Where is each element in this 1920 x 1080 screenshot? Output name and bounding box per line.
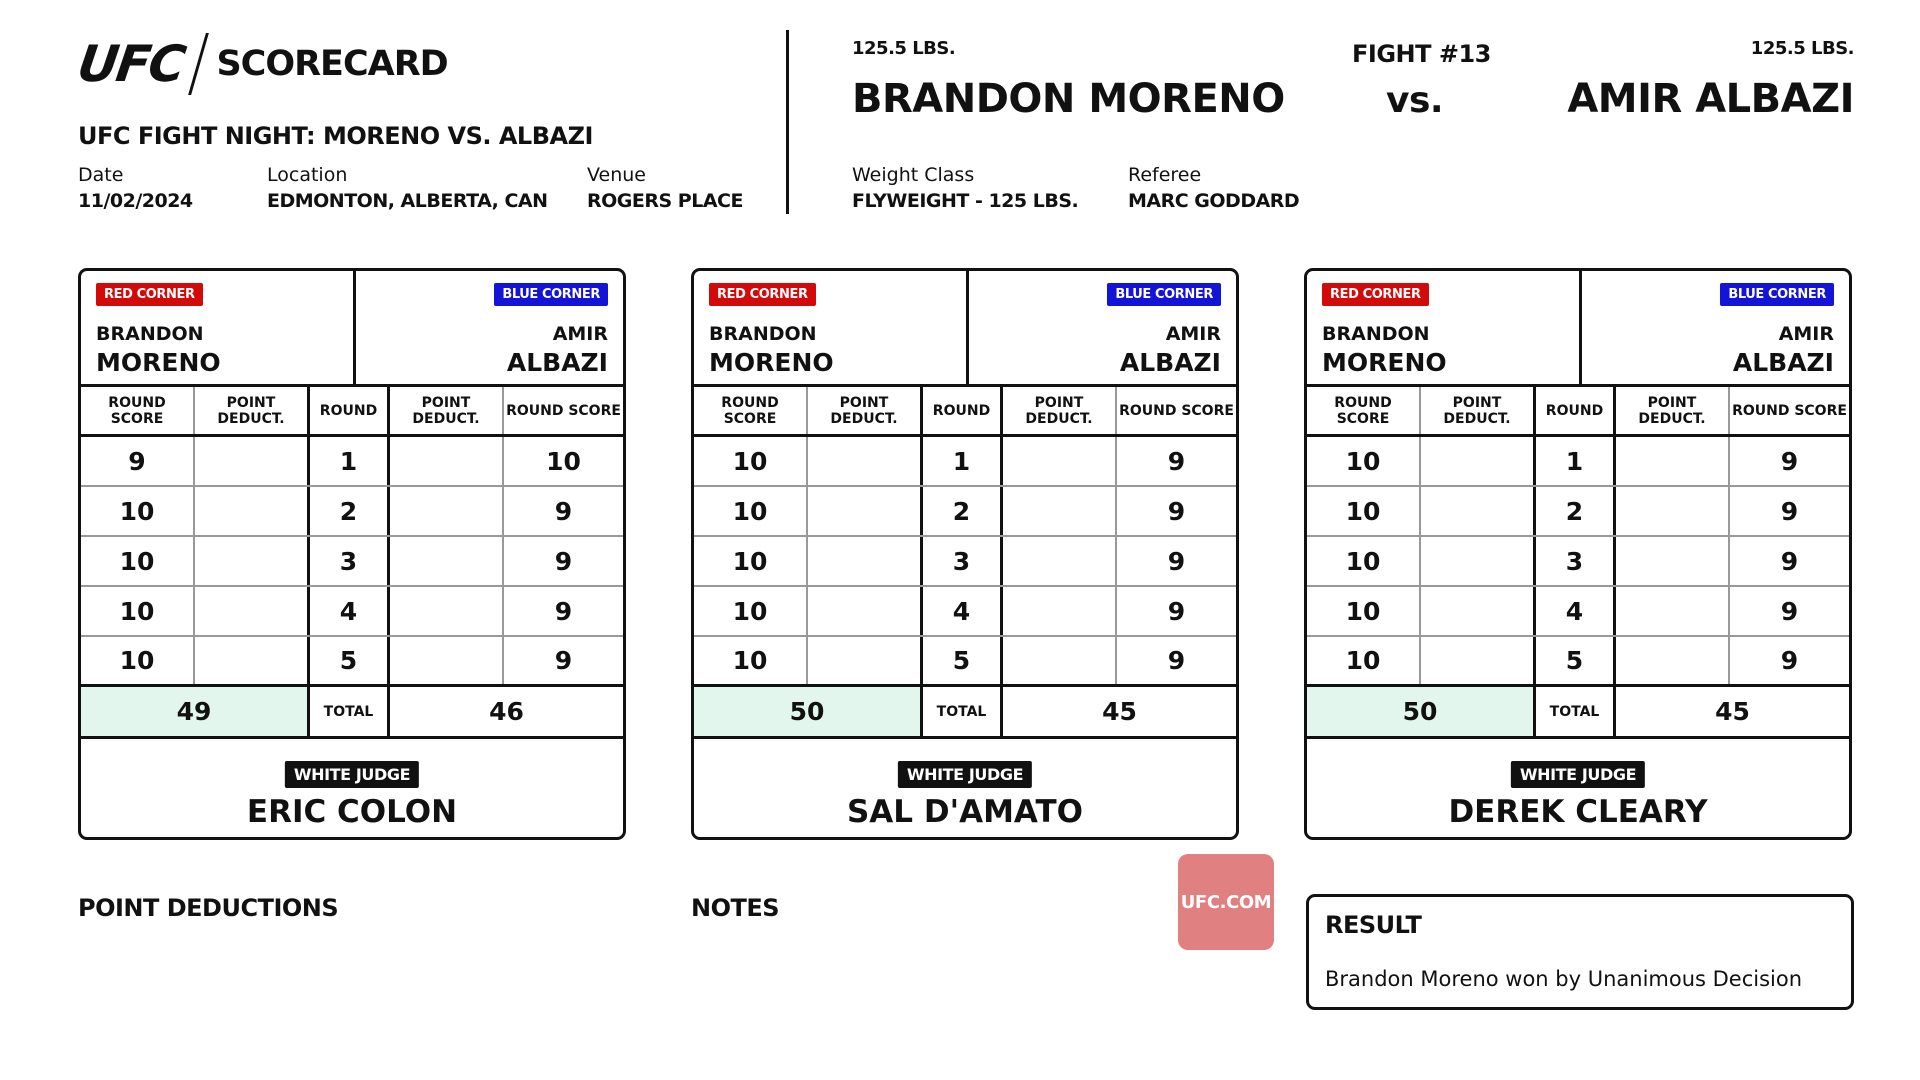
header-red-point-deduct: POINT DEDUCT. <box>808 387 923 434</box>
judge-badge: WHITE JUDGE <box>1511 761 1645 788</box>
header-divider <box>786 30 789 214</box>
blue-fighter-first-name: AMIR <box>552 323 608 345</box>
blue-point-deduction <box>1003 537 1117 585</box>
blue-round-score: 10 <box>546 446 581 476</box>
red-point-deduction <box>195 437 310 485</box>
red-round-score: 10 <box>1307 437 1421 485</box>
blue-point-deduction <box>1003 487 1117 535</box>
score-table-header <box>81 387 623 437</box>
red-point-deduction <box>808 587 923 635</box>
judge-section <box>1307 746 1849 840</box>
red-total-score: 49 <box>81 687 310 736</box>
red-fighter-last-name: MORENO <box>96 348 221 377</box>
ufc-com-badge[interactable]: UFC.COM <box>1178 854 1274 950</box>
blue-round-score: 9 <box>1780 596 1799 626</box>
corner-header <box>81 271 623 387</box>
blue-point-deduction <box>1003 437 1117 485</box>
red-point-deduction <box>1421 637 1536 684</box>
round-row <box>81 537 623 587</box>
round-number: 2 <box>310 487 390 535</box>
red-round-score: 10 <box>1307 537 1421 585</box>
red-fighter-last-name: MORENO <box>709 348 834 377</box>
round-row <box>1307 437 1849 487</box>
blue-total-score: 45 <box>1102 697 1137 726</box>
date-label: Date <box>78 164 124 186</box>
blue-round-score: 9 <box>554 596 573 626</box>
round-number: 1 <box>923 437 1003 485</box>
header-red-point-deduct: POINT DEDUCT. <box>195 387 310 434</box>
judge-badge: WHITE JUDGE <box>285 761 419 788</box>
blue-corner-section <box>972 271 1236 384</box>
blue-round-score: 9 <box>1780 446 1799 476</box>
round-number: 5 <box>923 637 1003 684</box>
red-fighter-first-name: BRANDON <box>1322 323 1430 345</box>
round-row <box>81 437 623 487</box>
round-number: 1 <box>310 437 390 485</box>
round-row <box>694 637 1236 687</box>
round-row <box>694 587 1236 637</box>
red-fighter-first-name: BRANDON <box>96 323 204 345</box>
red-fighter-first-name: BRANDON <box>709 323 817 345</box>
judge-name: ERIC COLON <box>246 794 458 830</box>
red-round-score: 10 <box>81 537 195 585</box>
total-label: TOTAL <box>923 687 1003 736</box>
red-corner-badge: RED CORNER <box>1322 283 1429 306</box>
referee-value: MARC GODDARD <box>1128 190 1300 212</box>
red-point-deduction <box>195 637 310 684</box>
logo-divider <box>189 33 210 95</box>
score-table-header <box>1307 387 1849 437</box>
blue-point-deduction <box>1616 487 1730 535</box>
red-point-deduction <box>808 537 923 585</box>
ufc-scorecard-logo <box>73 34 448 94</box>
round-row <box>1307 587 1849 637</box>
judge-section <box>81 746 623 840</box>
blue-point-deduction <box>1616 537 1730 585</box>
blue-fighter-first-name: AMIR <box>1778 323 1834 345</box>
round-row <box>81 487 623 537</box>
red-point-deduction <box>808 637 923 684</box>
round-number: 5 <box>1536 637 1616 684</box>
judge-badge: WHITE JUDGE <box>898 761 1032 788</box>
header-red-point-deduct: POINT DEDUCT. <box>1421 387 1536 434</box>
weight-class-value: FLYWEIGHT - 125 LBS. <box>852 190 1079 212</box>
judge-name: DEREK CLEARY <box>1448 794 1708 830</box>
red-round-score: 10 <box>694 537 808 585</box>
red-point-deduction <box>808 437 923 485</box>
red-fighter-name: BRANDON MORENO <box>852 76 1285 122</box>
blue-round-score: 9 <box>1780 546 1799 576</box>
total-row <box>81 687 623 739</box>
blue-round-score: 9 <box>1167 596 1186 626</box>
red-point-deduction <box>195 587 310 635</box>
round-number: 2 <box>923 487 1003 535</box>
header-round: ROUND <box>310 387 390 434</box>
header-red-round-score: ROUND SCORE <box>694 387 808 434</box>
judge-scorecard <box>1304 268 1852 840</box>
round-row <box>81 587 623 637</box>
event-title: UFC FIGHT NIGHT: MORENO VS. ALBAZI <box>78 122 593 150</box>
round-row <box>694 487 1236 537</box>
judge-scorecard <box>691 268 1239 840</box>
red-round-score: 10 <box>694 487 808 535</box>
header-round: ROUND <box>923 387 1003 434</box>
round-number: 3 <box>310 537 390 585</box>
red-corner-section <box>694 271 969 384</box>
round-number: 4 <box>310 587 390 635</box>
blue-corner-badge: BLUE CORNER <box>1720 283 1834 306</box>
blue-round-score: 9 <box>1780 646 1799 675</box>
header-blue-point-deduct: POINT DEDUCT. <box>1616 387 1730 434</box>
blue-corner-section <box>359 271 623 384</box>
red-fighter-last-name: MORENO <box>1322 348 1447 377</box>
round-row <box>694 437 1236 487</box>
point-deductions-title: POINT DEDUCTIONS <box>78 894 339 922</box>
corner-header <box>694 271 1236 387</box>
blue-fighter-first-name: AMIR <box>1165 323 1221 345</box>
header-blue-round-score: ROUND SCORE <box>506 402 621 419</box>
ufc-logo: UFC <box>73 35 188 93</box>
red-round-score: 10 <box>1307 487 1421 535</box>
red-round-score: 10 <box>694 437 808 485</box>
blue-total-score: 45 <box>1715 697 1750 726</box>
total-label: TOTAL <box>310 687 390 736</box>
blue-fighter-last-name: ALBAZI <box>1119 348 1221 377</box>
red-corner-badge: RED CORNER <box>96 283 203 306</box>
blue-fighter-last-name: ALBAZI <box>506 348 608 377</box>
blue-corner-section <box>1585 271 1849 384</box>
blue-round-score: 9 <box>554 496 573 526</box>
result-title: RESULT <box>1325 911 1422 939</box>
round-row <box>1307 637 1849 687</box>
blue-round-score: 9 <box>1167 446 1186 476</box>
red-round-score: 10 <box>694 637 808 684</box>
round-row <box>81 637 623 687</box>
red-round-score: 10 <box>694 587 808 635</box>
round-number: 1 <box>1536 437 1616 485</box>
round-number: 2 <box>1536 487 1616 535</box>
red-round-score: 10 <box>1307 637 1421 684</box>
vs-label: vs. <box>1386 80 1444 121</box>
blue-total-score: 46 <box>489 697 524 726</box>
red-round-score: 10 <box>81 587 195 635</box>
location-label: Location <box>267 164 348 186</box>
scorecard-label: SCORECARD <box>216 44 448 84</box>
blue-fighter-name: AMIR ALBAZI <box>1567 76 1854 122</box>
round-number: 4 <box>1536 587 1616 635</box>
round-row <box>1307 487 1849 537</box>
blue-point-deduction <box>1616 437 1730 485</box>
blue-point-deduction <box>1616 587 1730 635</box>
blue-round-score: 9 <box>1167 496 1186 526</box>
red-corner-badge: RED CORNER <box>709 283 816 306</box>
result-text: Brandon Moreno won by Unanimous Decision <box>1325 967 1803 991</box>
judge-section <box>694 746 1236 840</box>
blue-round-score: 9 <box>554 546 573 576</box>
total-row <box>694 687 1236 739</box>
venue-value: ROGERS PLACE <box>587 190 743 212</box>
round-number: 5 <box>310 637 390 684</box>
corner-header <box>1307 271 1849 387</box>
header-blue-round-score: ROUND SCORE <box>1732 402 1847 419</box>
blue-point-deduction <box>390 637 504 684</box>
blue-round-score: 9 <box>1780 496 1799 526</box>
blue-round-score: 9 <box>1167 646 1186 675</box>
header-round: ROUND <box>1536 387 1616 434</box>
fight-number: FIGHT #13 <box>1352 40 1491 68</box>
blue-point-deduction <box>1616 637 1730 684</box>
red-round-score: 9 <box>81 437 195 485</box>
red-total-score: 50 <box>694 687 923 736</box>
round-number: 3 <box>1536 537 1616 585</box>
total-label: TOTAL <box>1536 687 1616 736</box>
score-table-header <box>694 387 1236 437</box>
red-round-score: 10 <box>1307 587 1421 635</box>
blue-point-deduction <box>390 587 504 635</box>
judge-name: SAL D'AMATO <box>846 794 1083 830</box>
result-box <box>1306 894 1854 1010</box>
blue-round-score: 9 <box>554 646 573 675</box>
blue-fighter-weight: 125.5 LBS. <box>1750 38 1854 59</box>
round-row <box>694 537 1236 587</box>
round-number: 3 <box>923 537 1003 585</box>
header-blue-point-deduct: POINT DEDUCT. <box>1003 387 1117 434</box>
location-value: EDMONTON, ALBERTA, CAN <box>267 190 548 212</box>
blue-point-deduction <box>390 537 504 585</box>
round-row <box>1307 537 1849 587</box>
red-corner-section <box>1307 271 1582 384</box>
judge-scorecard <box>78 268 626 840</box>
round-number: 4 <box>923 587 1003 635</box>
red-total-score: 50 <box>1307 687 1536 736</box>
notes-title: NOTES <box>691 894 780 922</box>
red-point-deduction <box>1421 487 1536 535</box>
header-red-round-score: ROUND SCORE <box>1307 387 1421 434</box>
blue-round-score: 9 <box>1167 546 1186 576</box>
blue-corner-badge: BLUE CORNER <box>1107 283 1221 306</box>
date-value: 11/02/2024 <box>78 190 193 212</box>
header-blue-round-score: ROUND SCORE <box>1119 402 1234 419</box>
referee-label: Referee <box>1128 164 1202 186</box>
red-point-deduction <box>195 537 310 585</box>
weight-class-label: Weight Class <box>852 164 975 186</box>
blue-point-deduction <box>390 437 504 485</box>
red-point-deduction <box>1421 537 1536 585</box>
blue-point-deduction <box>1003 587 1117 635</box>
blue-fighter-last-name: ALBAZI <box>1732 348 1834 377</box>
blue-point-deduction <box>1003 637 1117 684</box>
red-corner-section <box>81 271 356 384</box>
blue-point-deduction <box>390 487 504 535</box>
red-point-deduction <box>808 487 923 535</box>
red-round-score: 10 <box>81 637 195 684</box>
red-point-deduction <box>1421 437 1536 485</box>
header-blue-point-deduct: POINT DEDUCT. <box>390 387 504 434</box>
red-round-score: 10 <box>81 487 195 535</box>
red-point-deduction <box>195 487 310 535</box>
red-fighter-weight: 125.5 LBS. <box>852 38 956 59</box>
header-red-round-score: ROUND SCORE <box>81 387 195 434</box>
total-row <box>1307 687 1849 739</box>
blue-corner-badge: BLUE CORNER <box>494 283 608 306</box>
red-point-deduction <box>1421 587 1536 635</box>
venue-label: Venue <box>587 164 646 186</box>
